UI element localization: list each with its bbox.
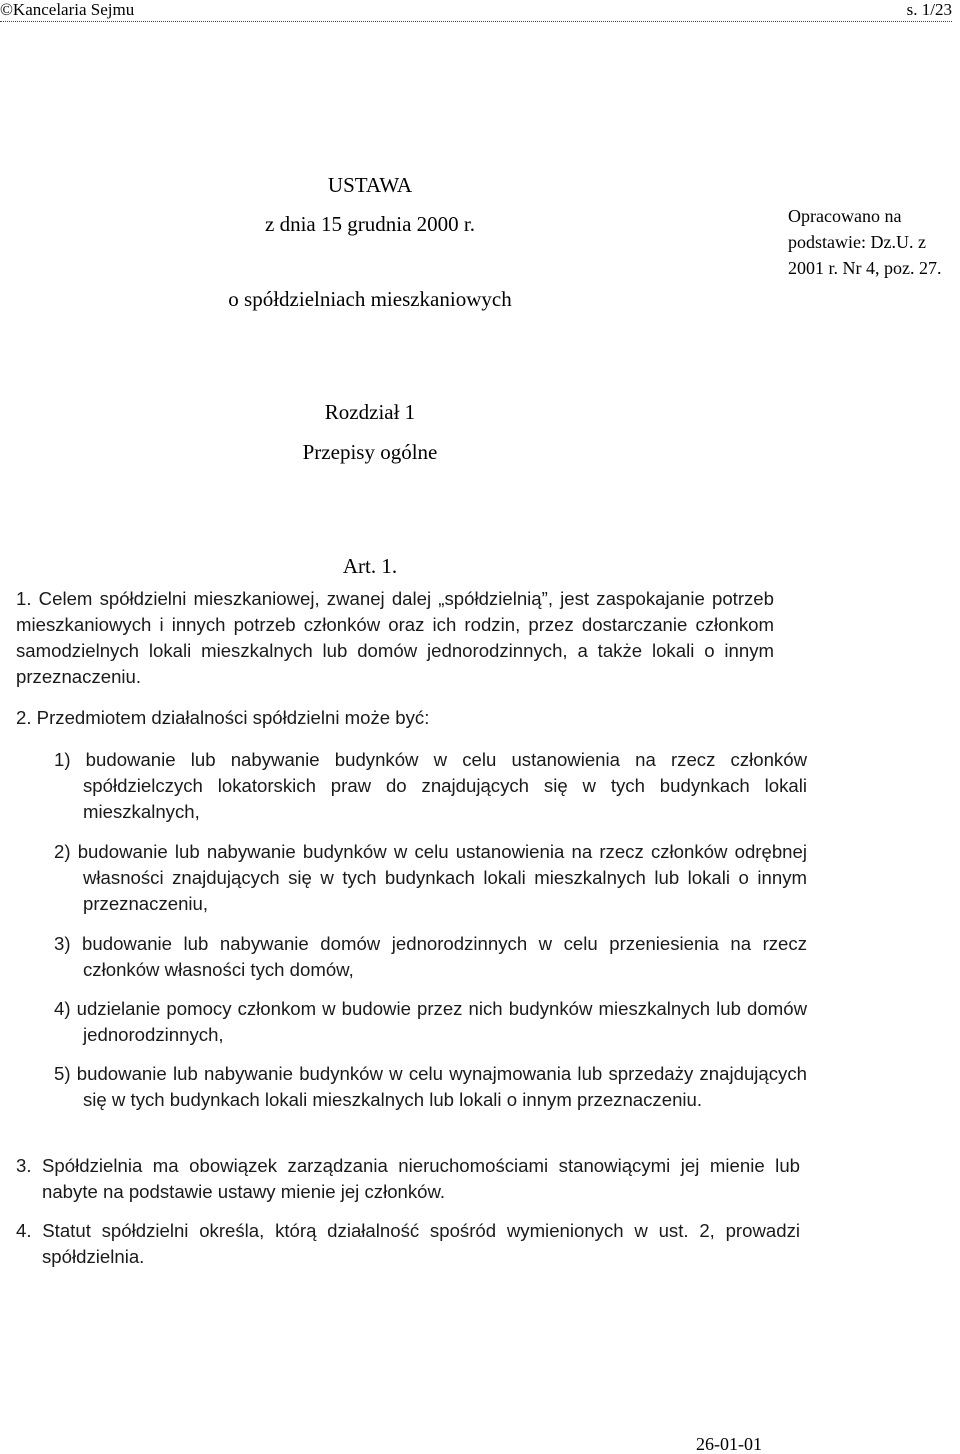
list-item: 4) udzielanie pomocy członkom w budowie przez nich budynków mieszkalnych lub domów jednorodzinnych, [54,998,807,1045]
page-number: s. 1/23 [906,0,952,19]
list-item: 5) budowanie lub nabywanie budynków w celu wynajmowania lub sprzedaży znajdujących się w tych budynkach lokali mieszkalnych lub lokali o innym przeznaczeniu. [54,1063,807,1110]
article-paragraph-2: 2. Przedmiotem działalności spółdzielni może być: [16,707,430,728]
header-publisher [0,0,134,20]
article-paragraph-1: 1. Celem spółdzielni mieszkaniowej, zwanej dalej „spółdzielnią”, jest zaspokajanie potrzeb mieszkaniowych i innych potrzeb członków oraz ich rodzin, przez dostarczanie członkom samodzielnych lokali mieszkalnych lub domów jednorodzinnych, a także lokali o innym przeznaczeniu. [16,588,774,687]
act-type: USTAWA [327,173,413,197]
act-subject: o spółdzielniach mieszkaniowych [228,287,512,311]
list-item: 3) budowanie lub nabywanie domów jednorodzinnych w celu przeniesienia na rzecz członków własności tych domów, [54,933,807,980]
chapter-number: Rozdział 1 [324,400,416,424]
header-publisher-text: ©Kancelaria Sejmu [0,0,135,19]
article-paragraph-4: 4. Statut spółdzielni określa, którą działalność spośród wymienionych w ust. 2, prowadzi spółdzielnia. [16,1220,800,1267]
article-heading: Art. 1. [342,554,398,578]
article-paragraph-3: 3. Spółdzielnia ma obowiązek zarządzania nieruchomościami stanowiącymi jej mienie lub nabyte na podstawie ustawy mienie jej członków. [16,1155,800,1202]
footer-code: 26-01-01 [696,1434,762,1454]
act-date: z dnia 15 grudnia 2000 r. [265,212,475,236]
source-note: Opracowano na podstawie: Dz.U. z 2001 r. Nr 4, poz. 27. [788,206,942,278]
list-item: 2) budowanie lub nabywanie budynków w celu ustanowienia na rzecz członków odrębnej własności znajdujących się w tych budynkach lokali mieszkalnych lub lokali o innym przeznaczeniu, [54,841,807,914]
chapter-name: Przepisy ogólne [302,440,438,464]
header-divider [0,21,952,22]
list-item: 1) budowanie lub nabywanie budynków w celu ustanowienia na rzecz członków spółdzielczych lokatorskich praw do znajdujących się w tych budynkach lokali mieszkalnych, [54,749,807,822]
